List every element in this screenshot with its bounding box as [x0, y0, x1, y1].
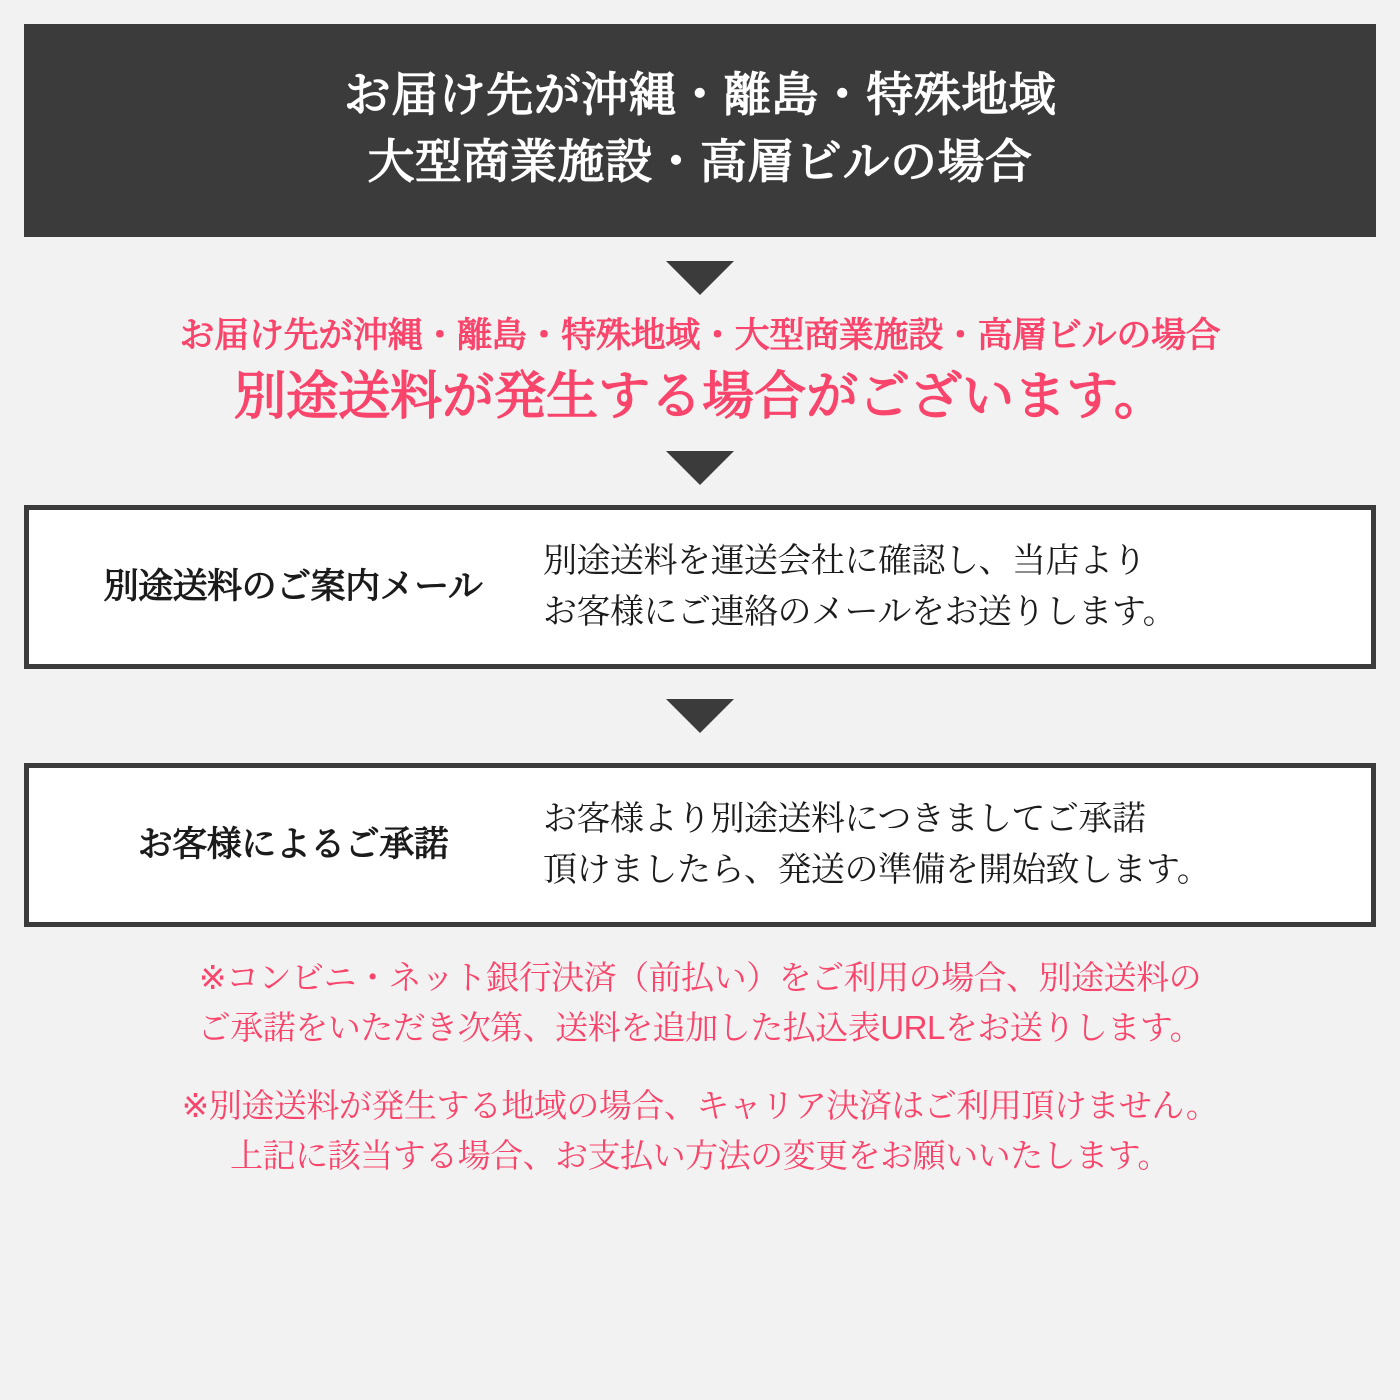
step-description: [543, 536, 1357, 638]
triangle-down-icon: [666, 699, 734, 733]
step-description-line1: 別途送料を運送会社に確認し、当店より: [543, 541, 1146, 580]
emphasis-subtitle: お届け先が沖縄・離島・特殊地域・大型商業施設・高層ビルの場合: [179, 316, 1221, 356]
footnote-line2: ご承諾をいただき次第、送料を追加した払込表URLをお送りします。: [197, 1008, 1203, 1046]
header-title-line1: お届け先が沖縄・離島・特殊地域: [343, 68, 1057, 121]
step-description: [543, 794, 1357, 896]
header-band: [24, 24, 1376, 237]
footnote-prepaid: [24, 953, 1376, 1053]
footnote-line2: 上記に該当する場合、お支払い方法の変更をお願いいたします。: [230, 1137, 1170, 1175]
arrow-2-wrap: [0, 451, 1400, 485]
step-row-customer-consent: [24, 763, 1376, 927]
emphasis-block: [24, 313, 1376, 432]
triangle-down-icon: [666, 261, 734, 295]
header-title-line2: 大型商業施設・高層ビルの場合: [367, 134, 1033, 188]
footnote-line1: ※別途送料が発生する地域の場合、キャリア決済はご利用頂けません。: [181, 1086, 1219, 1124]
triangle-down-icon: [666, 451, 734, 485]
arrow-1-wrap: [0, 261, 1400, 295]
arrow-3-wrap: [0, 699, 1400, 733]
step-description-line1: お客様より別途送料につきましてご承諾: [543, 799, 1146, 838]
step-label: お客様によるご承諾: [137, 824, 449, 864]
footnote-carrier-payment: [24, 1081, 1376, 1181]
footnote-line1: ※コンビニ・ネット銀行決済（前払い）をご利用の場合、別途送料の: [198, 958, 1202, 996]
step-row-email-notice: [24, 505, 1376, 669]
emphasis-headline: 別途送料が発生する場合がございます。: [234, 367, 1166, 426]
step-label: 別途送料のご案内メール: [103, 566, 483, 606]
step-description-line2: お客様にご連絡のメールをお送りします。: [543, 592, 1177, 631]
step-description-line2: 頂けましたら、発送の準備を開始致します。: [543, 850, 1211, 889]
footnotes: [24, 953, 1376, 1182]
